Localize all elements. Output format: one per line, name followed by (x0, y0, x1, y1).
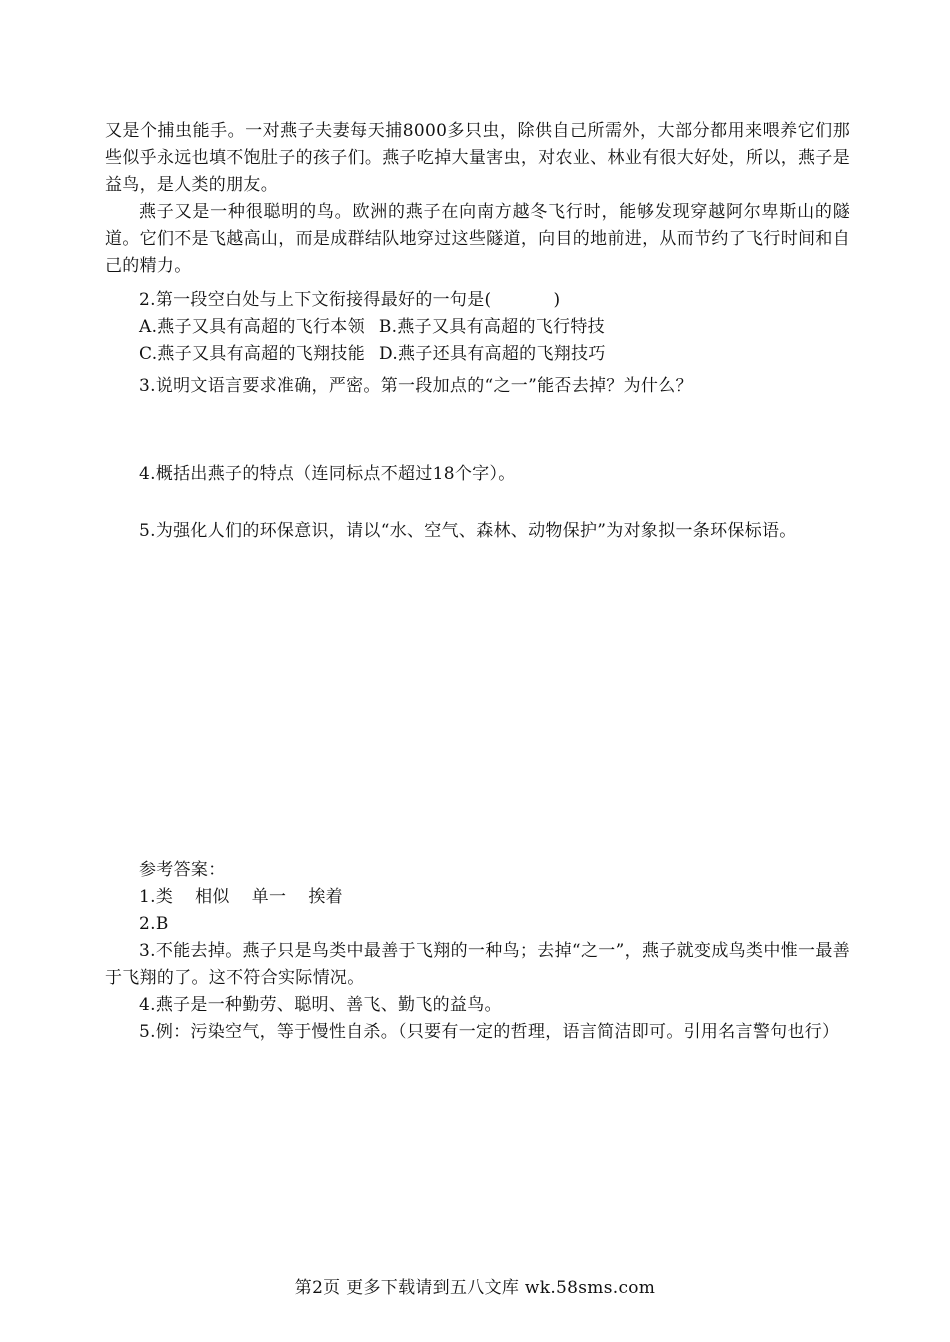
answer-5: 5.例：污染空气，等于慢性自杀。（只要有一定的哲理，语言简洁即可。引用名言警句也行） (139, 1022, 840, 1042)
question-2 (105, 287, 850, 368)
question-2-close-paren: ) (553, 290, 561, 310)
question-3-text: 3.说明文语言要求准确，严密。第一段加点的“之一”能否去掉？为什么？ (139, 376, 693, 396)
option-a: A.燕子又具有高超的飞行本领 (139, 317, 365, 337)
option-d: D.燕子还具有高超的飞翔技巧 (379, 344, 606, 364)
question-3 (105, 373, 850, 400)
answer-key-heading: 参考答案： (139, 860, 226, 880)
answer-3: 3.不能去掉。燕子只是鸟类中最善于飞翔的一种鸟；去掉“之一”，燕子就变成鸟类中惟一最善于飞翔的了。这不符合实际情况。 (105, 941, 850, 988)
answer-key (105, 857, 850, 1046)
question-2-options-row-2 (105, 341, 850, 368)
answer-1-item: 挨着 (308, 887, 343, 907)
reading-passage (105, 118, 850, 280)
question-5-text: 5.为强化人们的环保意识，请以“水、空气、森林、动物保护”为对象拟一条环保标语。 (139, 521, 797, 541)
question-4 (105, 461, 850, 488)
passage-paragraph-1: 又是个捕虫能手。一对燕子夫妻每天捕8000多只虫，除供自己所需外，大部分都用来喂养它们那些似乎永远也填不饱肚子的孩子们。燕子吃掉大量害虫，对农业、林业有很大好处，所以，燕子是益鸟，是人类的朋友。 (105, 121, 850, 195)
question-2-options-row-1 (105, 314, 850, 341)
page-footer: 第2页 更多下载请到五八文库 wk.58sms.com (294, 1278, 656, 1298)
question-5 (105, 518, 850, 545)
answer-1-item: 相似 (195, 887, 230, 907)
answer-1-item: 单一 (251, 887, 287, 907)
passage-paragraph-2: 燕子又是一种很聪明的鸟。欧洲的燕子在向南方越冬飞行时，能够发现穿越阿尔卑斯山的隧道。它们不是飞越高山，而是成群结队地穿过这些隧道，向目的地前进，从而节约了飞行时间和自己的精力。 (105, 202, 850, 276)
question-2-stem (105, 287, 850, 314)
answer-1 (105, 884, 850, 911)
answer-1-prefix: 1.类 (139, 887, 174, 907)
question-2-stem-text: 2.第一段空白处与上下文衔接得最好的一句是( (139, 290, 492, 310)
answer-2: 2.B (139, 914, 169, 934)
option-c: C.燕子又具有高超的飞翔技能 (139, 344, 366, 364)
option-b: B.燕子又具有高超的飞行特技 (378, 317, 605, 337)
answer-4: 4.燕子是一种勤劳、聪明、善飞、勤飞的益鸟。 (139, 995, 502, 1015)
question-4-text: 4.概括出燕子的特点（连同标点不超过18个字）。 (139, 464, 516, 484)
